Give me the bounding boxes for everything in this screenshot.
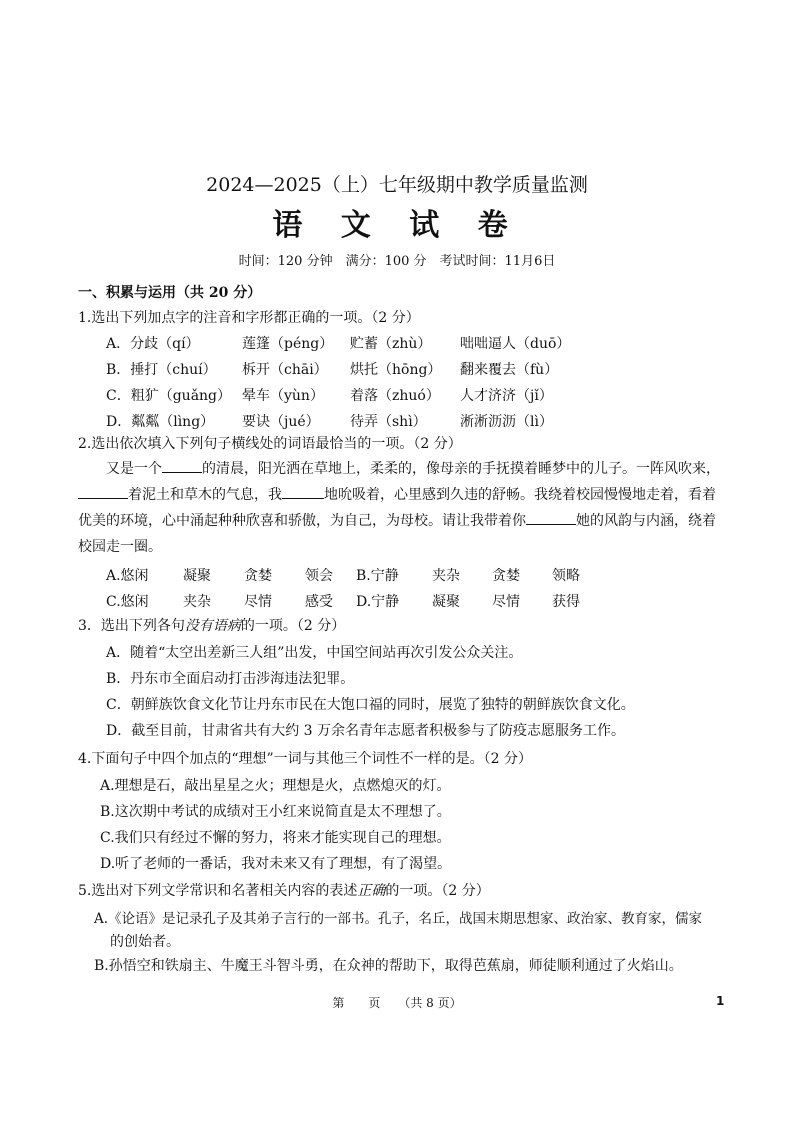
q3-option-a: A．随着“太空出差新三人组”出发，中国空间站再次引发公众关注。 <box>106 645 523 661</box>
q2-option: 领略 <box>552 568 580 584</box>
q5-option-a-continued: 的创始者。 <box>110 934 180 950</box>
q3-stem <box>78 615 345 635</box>
passage-text: 优美的环境，心中涌起种种欣喜和骄傲，为自己，为母校。请让我带着你 <box>78 513 526 529</box>
q1-stem: 1.选出下列加点字的注音和字形都正确的一项。（2 分） <box>78 310 420 326</box>
page-number: 1 <box>716 994 725 1008</box>
q3-option-b: B．丹东市全面启动打击涉海违法犯罪。 <box>106 671 355 687</box>
q2-option: B.宁静 <box>356 568 399 584</box>
q2-option: 凝聚 <box>183 568 211 584</box>
passage-text: 着泥土和草木的气息，我 <box>128 487 282 503</box>
q5-option-a: A.《论语》是记录孔子及其弟子言行的一部书。孔子，名丘，战国末期思想家、政治家、教育家，儒家 <box>94 911 703 927</box>
answer-blank[interactable] <box>162 458 202 473</box>
q4-option-d: D.听了老师的一番话，我对未来又有了理想，有了渴望。 <box>100 856 452 872</box>
q1-option: 烘托（hōng） <box>350 362 442 378</box>
q2-stem: 2.选出依次填入下列句子横线处的词语最恰当的一项。（2 分） <box>78 436 462 452</box>
q1-option: 淅淅沥沥（lì） <box>460 414 553 430</box>
stem-text: 的一项。（2 分） <box>385 883 490 899</box>
stem-text: 5.选出对下列文学常识和名著相关内容的表述 <box>78 883 358 899</box>
q1-option: 贮蓄（zhù） <box>350 336 432 352</box>
q4-option-b: B.这次期中考试的成绩对王小红来说简直是太不理想了。 <box>100 804 451 820</box>
q1-option: 莲篷（péng） <box>242 336 334 352</box>
q1-option: 翻来覆去（fù） <box>460 362 559 378</box>
q3-option-c: C．朝鲜族饮食文化节让丹东市民在大饱口福的同时，展览了独特的朝鲜族饮食文化。 <box>106 697 635 713</box>
q1-option: 柝开（chāi） <box>242 362 328 378</box>
q2-option: C.悠闲 <box>106 594 149 610</box>
q1-option: 咄咄逼人（duō） <box>460 336 571 352</box>
q1-option: D．粼粼（lìng） <box>106 414 215 430</box>
passage-text: 又是一个 <box>106 461 162 477</box>
exam-title: 2024—2025（上）七年级期中教学质量监测 <box>206 174 588 196</box>
subject-title: 语 文 试 卷 <box>272 208 522 243</box>
q2-option: 凝聚 <box>432 594 460 610</box>
q2-passage <box>78 456 728 560</box>
answer-blank[interactable] <box>526 510 576 525</box>
passage-text: 地吮吸着，心里感到久违的舒畅。我绕着校园慢慢地走着，看着 <box>324 487 716 503</box>
q1-option: A．分歧（qí） <box>106 336 200 352</box>
q1-option: 着落（zhuó） <box>350 388 440 404</box>
q1-option: 人才济济（jǐ） <box>460 388 553 404</box>
section-heading: 一、积累与运用（共 20 分） <box>78 285 262 301</box>
q4-option-c: C.我们只有经过不懈的努力，将来才能实现自己的理想。 <box>100 830 451 846</box>
emphasis-text: 没有语病 <box>184 618 241 634</box>
q2-option: 领会 <box>305 568 333 584</box>
q1-option: 待弄（shì） <box>350 414 427 430</box>
emphasis-text: 正确 <box>357 883 386 899</box>
q3-option-d: D．截至目前，甘肃省共有大约 3 万余名青年志愿者积极参与了防疫志愿服务工作。 <box>106 723 626 739</box>
q2-option: 尽情 <box>244 594 272 610</box>
q2-option: A.悠闲 <box>106 568 149 584</box>
q2-option: 夹杂 <box>432 568 460 584</box>
answer-blank[interactable] <box>78 484 128 499</box>
q2-option: 贪婪 <box>244 568 272 584</box>
q2-option: D.宁静 <box>356 594 400 610</box>
page-footer: 第 页 （共 8 页） <box>332 996 462 1010</box>
q1-option: B．捶打（chuí） <box>106 362 217 378</box>
q5-option-b: B.孙悟空和铁扇主、牛魔王斗智斗勇，在众神的帮助下，取得芭蕉扇，师徒顺利通过了火焰山。 <box>94 958 683 974</box>
passage-text: 她的风韵与内涵，绕着 <box>576 513 716 529</box>
q2-option: 夹杂 <box>183 594 211 610</box>
q4-stem: 4.下面句子中四个加点的“理想”一词与其他三个词性不一样的是。（2 分） <box>78 751 533 767</box>
q2-option: 感受 <box>305 594 333 610</box>
q2-option: 尽情 <box>492 594 520 610</box>
q2-option: 贪婪 <box>492 568 520 584</box>
q1-option: 要诀（jué） <box>242 414 320 430</box>
passage-text: 校园走一圈。 <box>78 539 162 555</box>
stem-text: 3．选出下列各句 <box>78 618 185 634</box>
stem-text: 的一项。（2 分） <box>240 618 346 634</box>
q2-option: 获得 <box>552 594 580 610</box>
passage-text: 的清晨，阳光洒在草地上，柔柔的，像母亲的手抚摸着睡梦中的儿子。一阵风吹来， <box>202 461 720 477</box>
q1-option: 晕车（yùn） <box>242 388 324 404</box>
q4-option-a: A.理想是石，敲出星星之火；理想是火，点燃熄灭的灯。 <box>100 778 451 794</box>
answer-blank[interactable] <box>282 484 324 499</box>
q1-option: C．粗犷（guǎng） <box>106 388 232 404</box>
q5-stem <box>78 880 490 900</box>
exam-meta: 时间：120 分钟 满分：100 分 考试时间：11月6日 <box>238 254 556 269</box>
